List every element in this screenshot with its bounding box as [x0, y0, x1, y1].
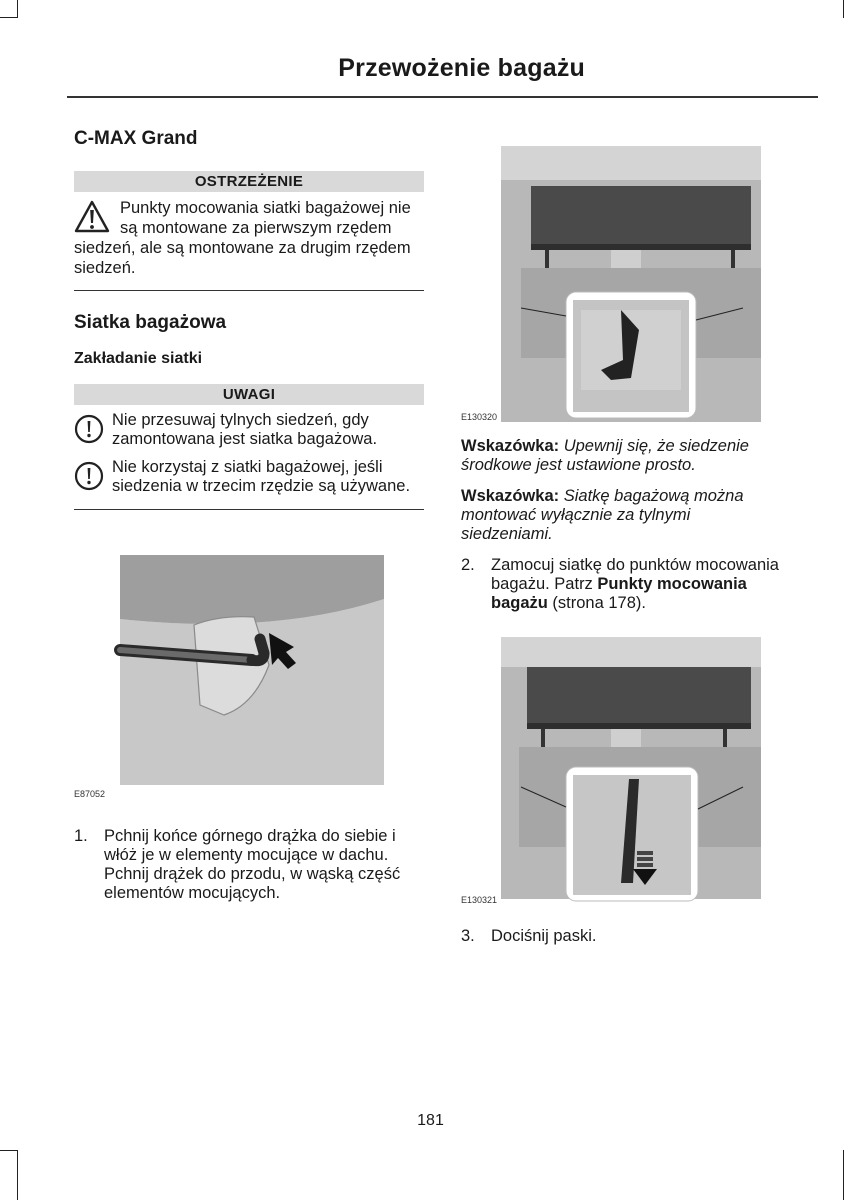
caution-icon — [74, 461, 104, 491]
cross-reference-link[interactable]: Punkty mocowania bagażu — [491, 575, 747, 612]
figure-id: E87052 — [74, 789, 106, 800]
step-3 — [461, 927, 786, 946]
figure-straps — [461, 637, 786, 915]
note-text: Nie korzystaj z siatki bagażowej, jeśli siedzenia w trzecim rzędzie są używane. — [112, 458, 411, 496]
step-text: (strona 178). — [547, 594, 646, 612]
note-item — [74, 411, 424, 449]
figure-net-fitted — [461, 140, 786, 425]
crop-mark — [0, 17, 18, 18]
step-2 — [461, 556, 786, 613]
crop-mark — [0, 1150, 18, 1151]
figure-id: E130320 — [461, 412, 498, 422]
roof-mount-illustration — [74, 555, 424, 800]
step-number: 1. — [74, 827, 88, 846]
warning-text: Punkty mocowania siatki bagażowej nie są montowane za pierwszym rzędem siedzeń, ale są montowane za drugim rzędem siedzeń. — [74, 199, 411, 277]
section-heading: Siatka bagażowa — [74, 312, 227, 334]
warning-banner: OSTRZEŻENIE — [74, 171, 424, 192]
step-number: 3. — [461, 927, 475, 945]
crop-mark — [17, 1150, 18, 1200]
step-number: 2. — [461, 556, 475, 574]
cargo-net-illustration — [461, 140, 786, 425]
note-text: Nie przesuwaj tylnych siedzeń, gdy zamontowana jest siatka bagażowa. — [112, 411, 378, 449]
step-text: Dociśnij paski. — [491, 927, 597, 945]
step-text: Zamocuj siatkę do punktów mocowania bagażu. Patrz — [491, 556, 779, 593]
figure-roof-mount — [74, 555, 424, 800]
crop-mark — [843, 0, 844, 18]
step-text: Pchnij końce górnego drążka do siebie i włóż je w elementy mocujące w dachu. Pchnij drążek do przodu, w wąską część elementów mocujących. — [104, 827, 401, 903]
crop-mark — [17, 0, 18, 18]
note-item — [74, 458, 424, 509]
step-1 — [74, 827, 424, 903]
model-heading: C-MAX Grand — [74, 128, 198, 149]
page-number: 181 — [417, 1112, 444, 1129]
notes-banner: UWAGI — [74, 384, 424, 405]
tip-text: Siatkę bagażową można montować wyłącznie za tylnymi siedzeniami. — [461, 487, 744, 543]
caution-icon — [74, 414, 104, 444]
crop-mark — [843, 1150, 844, 1200]
tip-label: Wskazówka: — [461, 487, 560, 505]
figure-id: E130321 — [461, 895, 498, 905]
page-header-title: Przewożenie bagażu — [338, 54, 585, 82]
header-divider — [67, 96, 818, 98]
section-divider — [74, 290, 424, 291]
sub-heading: Zakładanie siatki — [74, 350, 203, 368]
right-column — [461, 140, 786, 946]
left-column — [74, 128, 424, 903]
warning-triangle-icon — [74, 200, 110, 234]
warning-block — [74, 198, 424, 290]
tip-text: Upewnij się, że siedzenie środkowe jest ustawione prosto. — [461, 437, 749, 474]
tip-label: Wskazówka: — [461, 437, 560, 455]
section-divider — [74, 509, 424, 510]
tip-1 — [461, 437, 786, 475]
strap-illustration — [461, 637, 786, 915]
tip-2 — [461, 487, 786, 544]
